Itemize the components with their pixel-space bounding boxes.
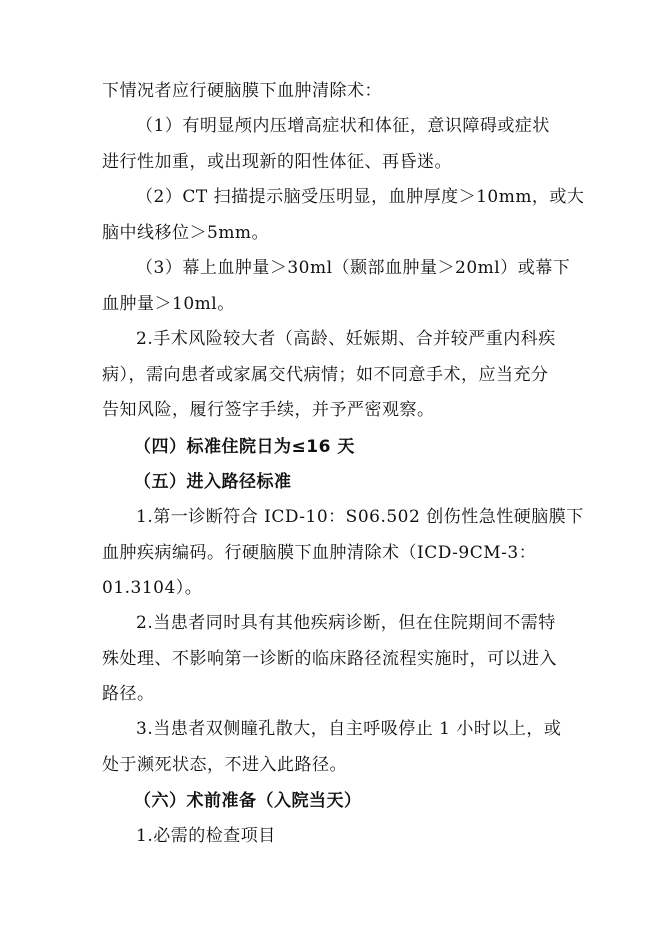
text-line: 血肿量＞10ml。 [102, 294, 235, 314]
section-heading: （五）进入路径标准 [134, 472, 292, 492]
text-line: 告知风险，履行签字手续，并予严密观察。 [102, 400, 435, 420]
text-line: 处于濒死状态，不进入此路径。 [102, 755, 347, 775]
text-line: 01.3104）。 [102, 578, 203, 598]
text-line: 进行性加重，或出现新的阳性体征、再昏迷。 [102, 152, 452, 172]
text-line: 1.必需的检查项目 [136, 826, 276, 846]
text-line: 脑中线移位＞5mm。 [102, 223, 270, 243]
text-line: （1）有明显颅内压增高症状和体征，意识障碍或症状 [136, 116, 550, 136]
text-line: （2）CT 扫描提示脑受压明显，血肿厚度＞10mm，或大 [136, 187, 585, 207]
text-line: 2.当患者同时具有其他疾病诊断，但在住院期间不需特 [136, 613, 556, 633]
section-heading: （六）术前准备（入院当天） [134, 791, 362, 811]
text-line: 路径。 [102, 684, 155, 704]
text-line: 下情况者应行硬脑膜下血肿清除术： [102, 81, 382, 101]
text-line: 2.手术风险较大者（高龄、妊娠期、合并较严重内科疾 [136, 329, 556, 349]
text-line: （3）幕上血肿量＞30ml（颞部血肿量＞20ml）或幕下 [136, 258, 571, 278]
text-line: 3.当患者双侧瞳孔散大，自主呼吸停止 1 小时以上，或 [136, 719, 562, 739]
text-line: 1.第一诊断符合 ICD-10：S06.502 创伤性急性硬脑膜下 [136, 507, 584, 527]
text-line: 病），需向患者或家属交代病情；如不同意手术，应当充分 [102, 365, 549, 385]
section-heading: （四）标准住院日为≤16 天 [134, 437, 355, 457]
text-line: 血肿疾病编码。行硬脑膜下血肿清除术（ICD-9CM-3： [102, 543, 537, 563]
text-line: 殊处理、不影响第一诊断的临床路径流程实施时，可以进入 [102, 649, 557, 669]
